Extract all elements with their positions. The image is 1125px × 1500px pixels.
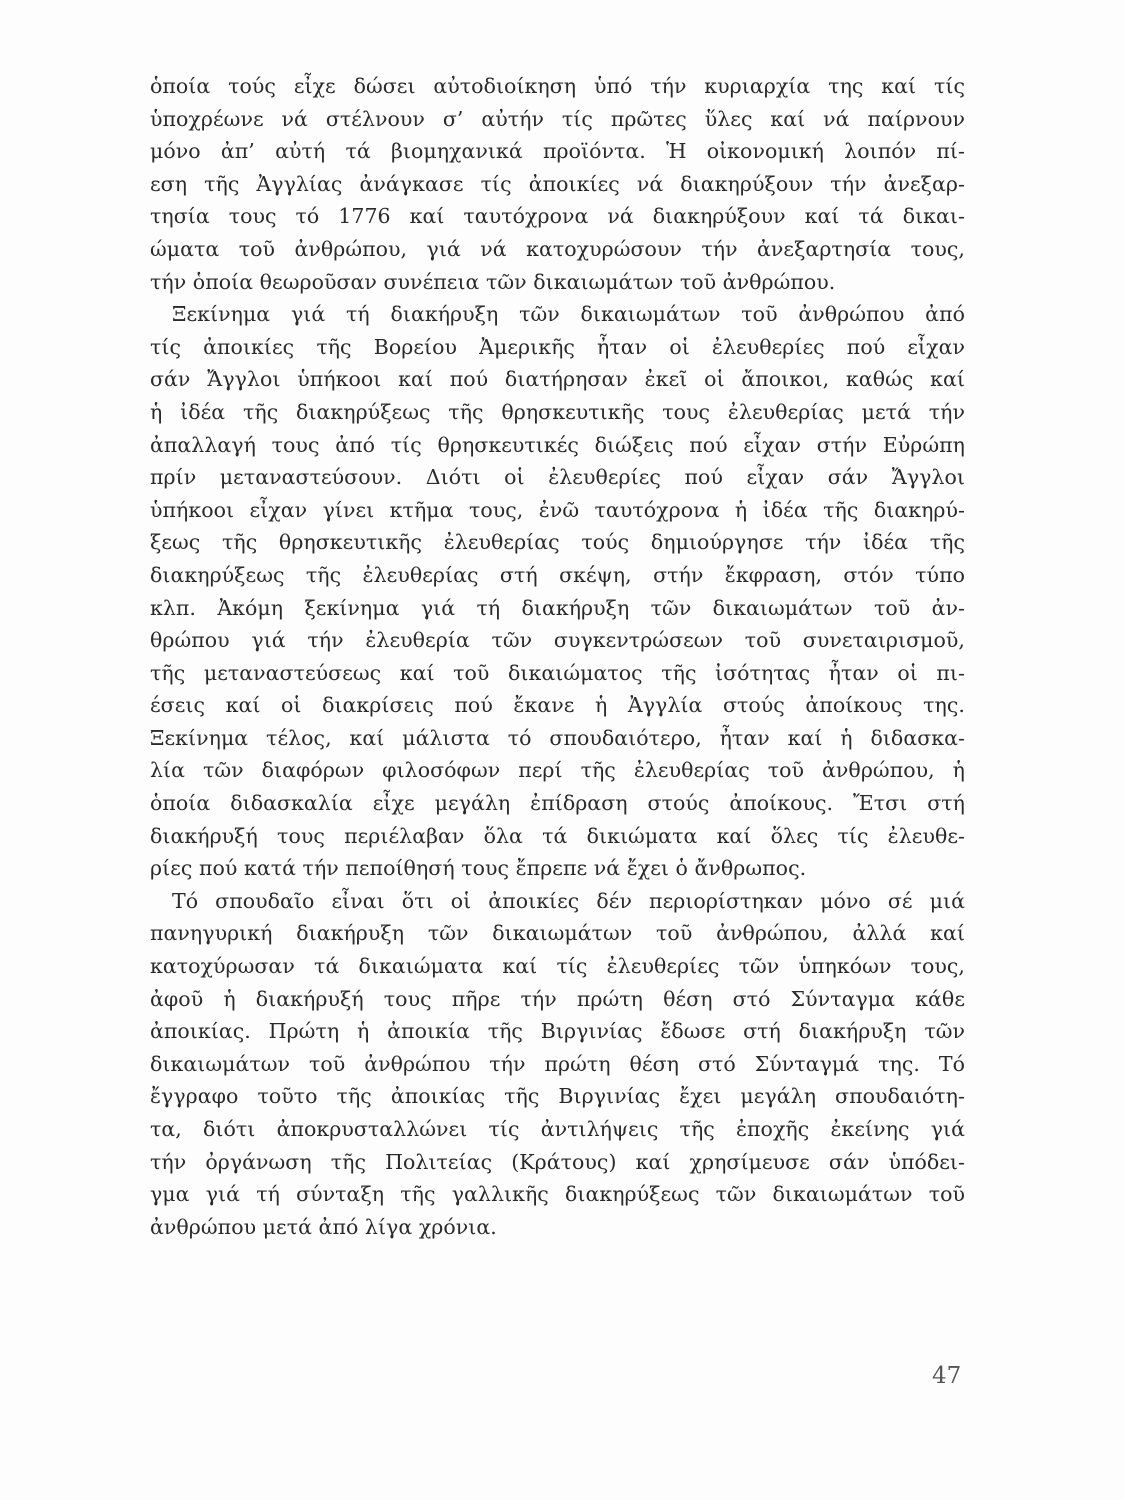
text-line: τῆς μεταναστεύσεως καί τοῦ δικαιώματος τῆς ἰσότητας ἦταν οἱ πι- xyxy=(150,660,965,685)
text-line: μόνο ἀπ’ αὐτή τά βιομηχανικά προϊόντα. Ἡ οἰκονομική λοιπόν πί- xyxy=(150,139,965,164)
text-line: ἀφοῦ ἡ διακήρυξή τους πῆρε τήν πρώτη θέση στό Σύνταγμα κάθε xyxy=(150,986,965,1011)
text-line: Ξεκίνημα τέλος, καί μάλιστα τό σπουδαιότερο, ἦταν καί ἡ διδασκα- xyxy=(150,725,965,750)
text-line: σάν Ἄγγλοι ὑπήκοοι καί πού διατήρησαν ἐκεῖ οἱ ἄποικοι, καθώς καί xyxy=(150,367,965,392)
text-line: διακηρύξεως τῆς ἐλευθερίας στή σκέψη, στήν ἔκφραση, στόν τύπο xyxy=(150,562,965,587)
text-line: ἡ ἰδέα τῆς διακηρύξεως τῆς θρησκευτικῆς τους ἐλευθερίας μετά τήν xyxy=(150,399,965,424)
text-line: διακήρυξή τους περιέλαβαν ὅλα τά δικιώματα καί ὅλες τίς ἐλευθε- xyxy=(150,823,965,848)
text-line: ἔγγραφο τοῦτο τῆς ἀποικίας τῆς Βιργινίας ἔχει μεγάλη σπουδαιότη- xyxy=(150,1084,965,1109)
text-line: κλπ. Ἀκόμη ξεκίνημα γιά τή διακήρυξη τῶν δικαιωμάτων τοῦ ἀν- xyxy=(150,595,965,620)
text-line: λία τῶν διαφόρων φιλοσόφων περί τῆς ἐλευθερίας τοῦ ἀνθρώπου, ἡ xyxy=(150,758,965,783)
text-line: πανηγυρική διακήρυξη τῶν δικαιωμάτων τοῦ ἀνθρώπου, ἀλλά καί xyxy=(150,921,965,946)
text-line: δικαιωμάτων τοῦ ἀνθρώπου τήν πρώτη θέση στό Σύνταγμά της. Τό xyxy=(150,1051,965,1076)
text-line: κατοχύρωσαν τά δικαιώματα καί τίς ἐλευθερίες τῶν ὑπηκόων τους, xyxy=(150,954,965,979)
text-line: Ξεκίνημα γιά τή διακήρυξη τῶν δικαιωμάτων τοῦ ἀνθρώπου ἀπό xyxy=(172,302,965,327)
text-line: ἀπαλλαγή τους ἀπό τίς θρησκευτικές διώξεις πού εἶχαν στήν Εὐρώπη xyxy=(150,432,965,457)
text-line: τα, διότι ἀποκρυσταλλώνει τίς ἀντιλήψεις τῆς ἐποχῆς ἐκείνης γιά xyxy=(150,1117,965,1141)
text-line: γμα γιά τή σύνταξη τῆς γαλλικῆς διακηρύξεως τῶν δικαιωμάτων τοῦ xyxy=(150,1182,965,1207)
text-line: τησία τους τό 1776 καί ταυτόχρονα νά διακηρύξουν καί τά δικαι- xyxy=(150,204,965,229)
page-number: 47 xyxy=(932,1363,962,1389)
text-line: ώματα τοῦ ἀνθρώπου, γιά νά κατοχυρώσουν τήν ἀνεξαρτησία τους, xyxy=(150,236,965,261)
text-line: τήν ὁποία θεωροῦσαν συνέπεια τῶν δικαιωμάτων τοῦ ἀνθρώπου. xyxy=(150,269,836,294)
text-line: ἀποικίας. Πρώτη ἡ ἀποικία τῆς Βιργινίας ἔδωσε στή διακήρυξη τῶν xyxy=(150,1019,965,1044)
text-line: ὁποία τούς εἶχε δώσει αὐτοδιοίκηση ὑπό τήν κυριαρχία της καί τίς xyxy=(150,74,965,98)
text-line: ὑποχρέωνε νά στέλνουν σ’ αὐτήν τίς πρῶτες ὕλες καί νά παίρνουν xyxy=(150,106,965,131)
text-line: ρίες πού κατά τήν πεποίθησή τους ἔπρεπε νά ἔχει ὁ ἄνθρωπος. xyxy=(150,856,807,881)
text-line: εση τῆς Ἀγγλίας ἀνάγκασε τίς ἀποικίες νά διακηρύξουν τήν ἀνεξαρ- xyxy=(150,171,965,196)
text-line: ὁποία διδασκαλία εἶχε μεγάλη ἐπίδραση στούς ἀποίκους. Ἔτσι στή xyxy=(150,791,965,816)
text-line: ὑπήκοοι εἶχαν γίνει κτῆμα τους, ἐνῶ ταυτόχρονα ἡ ἰδέα τῆς διακηρύ- xyxy=(150,497,965,522)
text-line: τήν ὀργάνωση τῆς Πολιτείας (Κράτους) καί χρησίμευσε σάν ὑπόδει- xyxy=(150,1149,965,1174)
text-line: έσεις καί οἱ διακρίσεις πού ἔκανε ἡ Ἀγγλία στούς ἀποίκους της. xyxy=(150,693,965,718)
text-line: τίς ἀποικίες τῆς Βορείου Ἀμερικῆς ἦταν οἱ ἐλευθερίες πού εἶχαν xyxy=(150,334,965,359)
text-line: Τό σπουδαῖο εἶναι ὅτι οἱ ἀποικίες δέν περιορίστηκαν μόνο σέ μιά xyxy=(172,888,965,913)
text-line: πρίν μεταναστεύσουν. Διότι οἱ ἐλευθερίες πού εἶχαν σάν Ἄγγλοι xyxy=(150,465,965,490)
text-line: ἀνθρώπου μετά ἀπό λίγα χρόνια. xyxy=(150,1214,497,1239)
body-text xyxy=(150,70,965,1243)
text-line: θρώπου γιά τήν ἐλευθερία τῶν συγκεντρώσεων τοῦ συνεταιρισμοῦ, xyxy=(150,628,965,653)
text-line: ξεως τῆς θρησκευτικῆς ἐλευθερίας τούς δημιούργησε τήν ἰδέα τῆς xyxy=(150,530,965,555)
